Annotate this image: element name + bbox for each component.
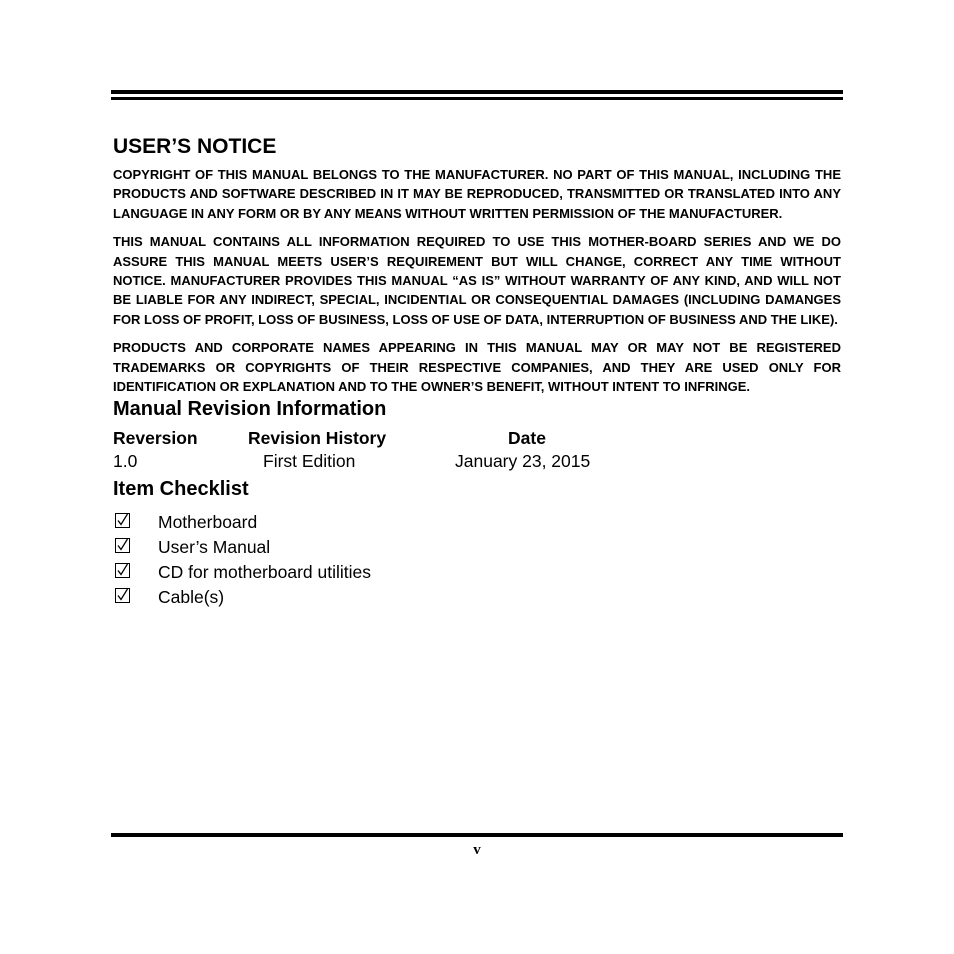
checked-box-icon — [115, 563, 130, 578]
checklist-item — [113, 560, 841, 585]
revision-cell-history: First Edition — [263, 451, 356, 472]
header-rule-thick — [111, 90, 843, 94]
revision-header-history: Revision History — [248, 428, 387, 449]
notice-paragraph-copyright: COPYRIGHT OF THIS MANUAL BELONGS TO THE MANUFACTURER. NO PART OF THIS MANUAL, INCLUDING THE PRODUCTS AND SOFTWARE DESCRIBED IN IT MAY BE REPRODUCED, TRANSMITTED OR TRANSLATED INTO ANY LANGUAGE IN ANY FORM OR BY ANY MEANS WITHOUT WRITTEN PERMISSION OF THE MANUFACTURER. — [113, 167, 841, 221]
checklist-item-label: CD for motherboard utilities — [158, 562, 371, 583]
notice-paragraph-disclaimer: THIS MANUAL CONTAINS ALL INFORMATION REQUIRED TO USE THIS MOTHER-BOARD SERIES AND WE DO ASSURE THIS MANUAL MEETS USER’S REQUIREMENT BUT WILL CHANGE, CORRECT ANY TIME WITHOUT NOTICE. MANUFACTURER PROVIDES THIS MANUAL “AS IS” WITHOUT WARRANTY OF ANY KIND, AND WILL NOT BE LIABLE FOR ANY INDIRECT, SPECIAL, INCIDENTIAL OR CONSEQUENTIAL DAMAGES (INCLUDING DAMANGES FOR LOSS OF PROFIT, LOSS OF BUSINESS, LOSS OF USE OF DATA, INTERRUPTION OF BUSINESS AND THE LIKE). — [113, 234, 841, 327]
footer-rule — [111, 833, 843, 837]
users-notice-body — [113, 165, 841, 396]
page-content — [113, 134, 841, 610]
revision-info-title: Manual Revision Information — [113, 398, 387, 421]
revision-table — [113, 428, 841, 476]
revision-cell-date: January 23, 2015 — [455, 451, 591, 472]
revision-header-reversion: Reversion — [113, 428, 198, 449]
checked-box-icon — [115, 588, 130, 603]
checked-box-icon — [115, 513, 130, 528]
notice-paragraph-trademarks: PRODUCTS AND CORPORATE NAMES APPEARING IN THIS MANUAL MAY OR MAY NOT BE REGISTERED TRADEMARKS OR COPYRIGHTS OF THEIR RESPECTIVE COMPANIES, AND THEY ARE USED ONLY FOR IDENTIFICATION OR EXPLANATION AND TO THE OWNER’S BENEFIT, WITHOUT INTENT TO INFRINGE. — [113, 340, 841, 395]
page-number: v — [473, 842, 481, 858]
checklist-item — [113, 510, 841, 535]
item-checklist — [113, 510, 841, 610]
revision-header-date: Date — [508, 428, 546, 449]
revision-cell-version: 1.0 — [113, 451, 138, 472]
checklist-item-label: Motherboard — [158, 512, 258, 533]
checklist-item-label: User’s Manual — [158, 537, 271, 558]
checklist-item — [113, 585, 841, 610]
checklist-item-label: Cable(s) — [158, 587, 225, 608]
checklist-item — [113, 535, 841, 560]
checked-box-icon — [115, 538, 130, 553]
header-rule-thin — [111, 97, 843, 100]
item-checklist-title: Item Checklist — [113, 478, 249, 501]
users-notice-title: USER’S NOTICE — [113, 135, 277, 158]
